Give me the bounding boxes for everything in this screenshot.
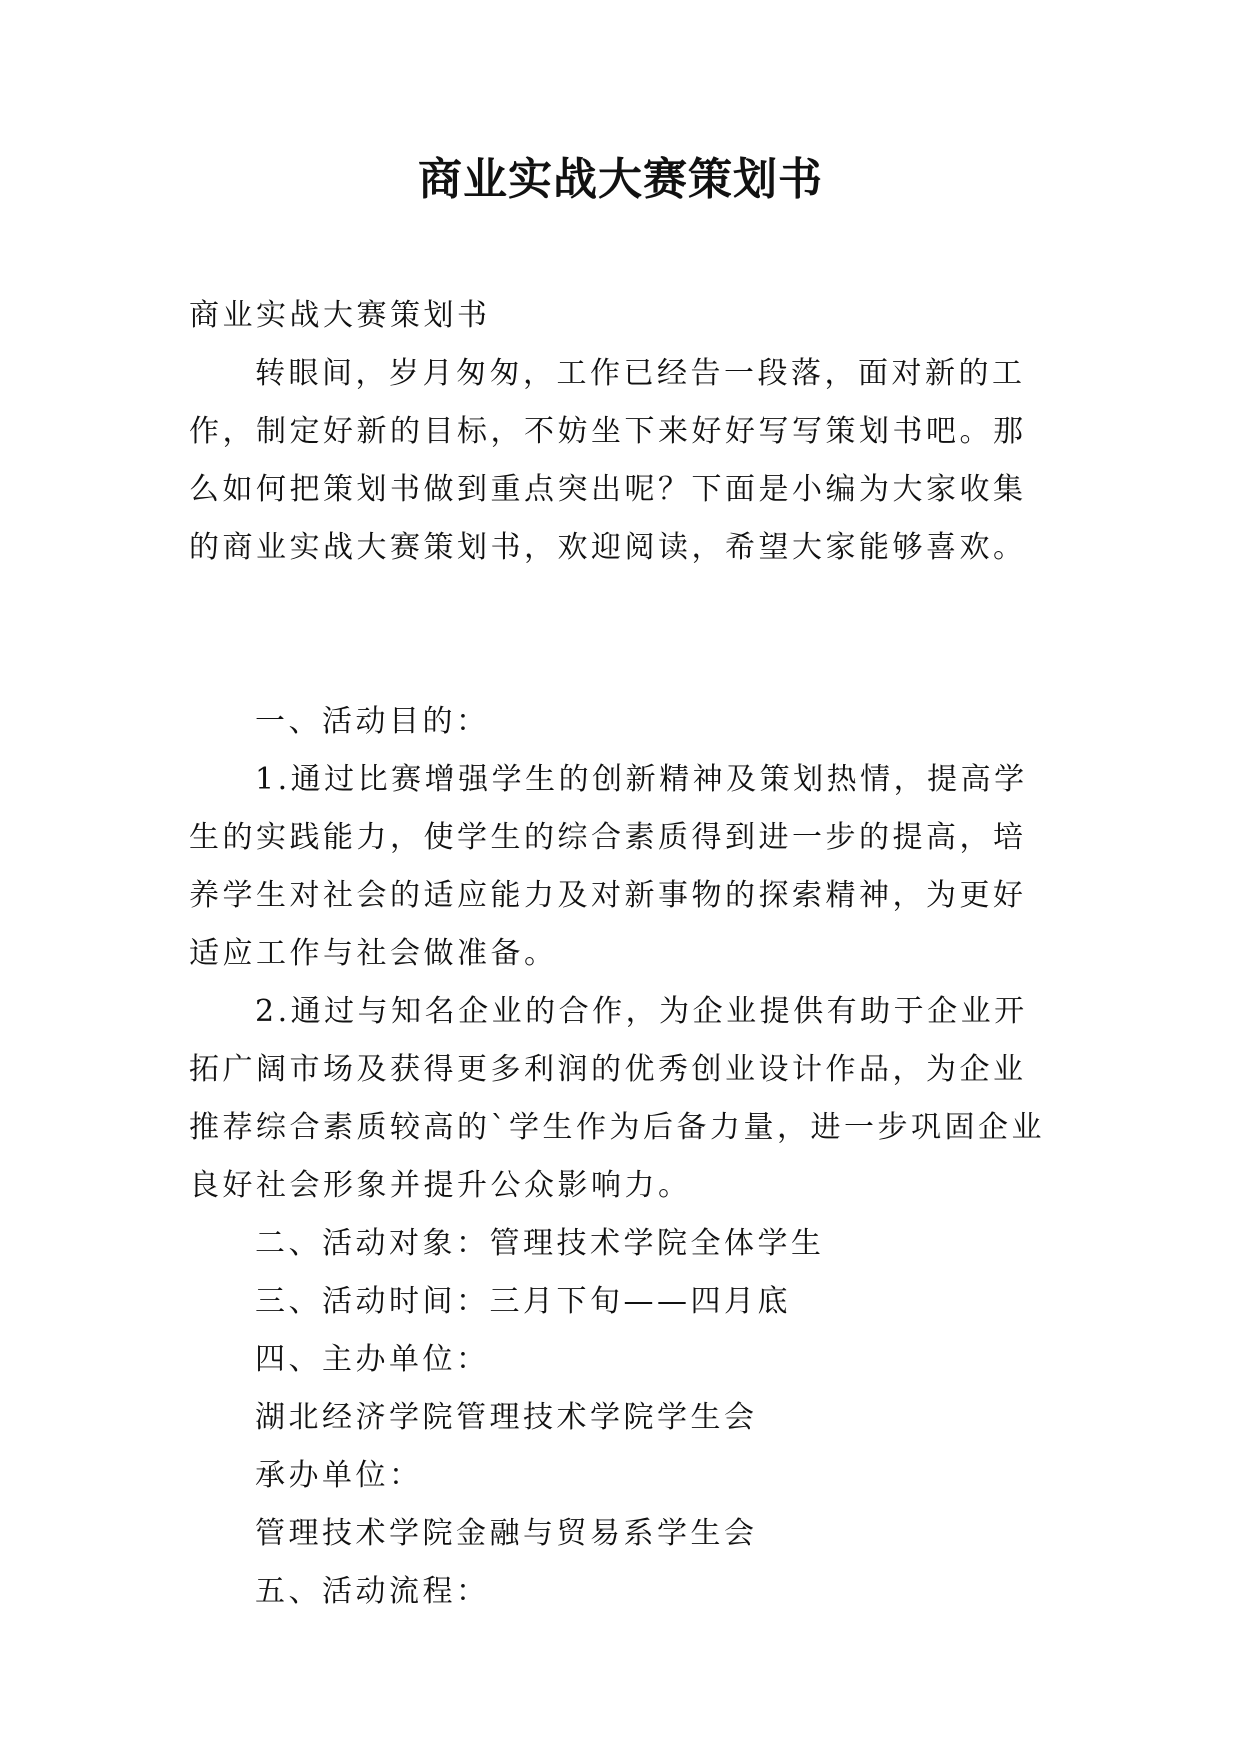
document-title: 商业实战大赛策划书 <box>418 154 823 205</box>
section-activity-time: 三、活动时间：三月下旬——四月底 <box>255 1284 791 1319</box>
purpose-item-2: 2.通过与知名企业的合作，为企业提供有助于企业开拓广阔市场及获得更多利润的优秀创业设计作品，为企业推荐综合素质较高的`学生作为后备力量，进一步巩固企业良好社会形象并提升公众影响力。 <box>189 994 1045 1203</box>
section-heading-purpose: 一、活动目的： <box>255 704 490 739</box>
paragraph-spacer <box>189 577 1051 693</box>
document-subtitle: 商业实战大赛策划书 <box>189 298 491 333</box>
section-target-audience: 二、活动对象：管理技术学院全体学生 <box>255 1226 825 1261</box>
intro-paragraph: 转眼间，岁月匆匆，工作已经告一段落，面对新的工作，制定好新的目标，不妨坐下来好好写写策划书吧。那么如何把策划书做到重点突出呢？下面是小编为大家收集的商业实战大赛策划书，欢迎阅读，希望大家能够喜欢。 <box>189 356 1027 565</box>
organizer-name: 湖北经济学院管理技术学院学生会 <box>255 1400 758 1435</box>
section-heading-organizer: 四、主办单位： <box>255 1342 490 1377</box>
document-body <box>189 287 1051 1621</box>
purpose-item-1: 1.通过比赛增强学生的创新精神及策划热情，提高学生的实践能力，使学生的综合素质得到进一步的提高，培养学生对社会的适应能力及对新事物的探索精神，为更好适应工作与社会做准备。 <box>189 762 1028 971</box>
co-organizer-label: 承办单位： <box>255 1458 423 1493</box>
co-organizer-name: 管理技术学院金融与贸易系学生会 <box>255 1516 758 1551</box>
section-heading-process: 五、活动流程： <box>255 1574 490 1609</box>
